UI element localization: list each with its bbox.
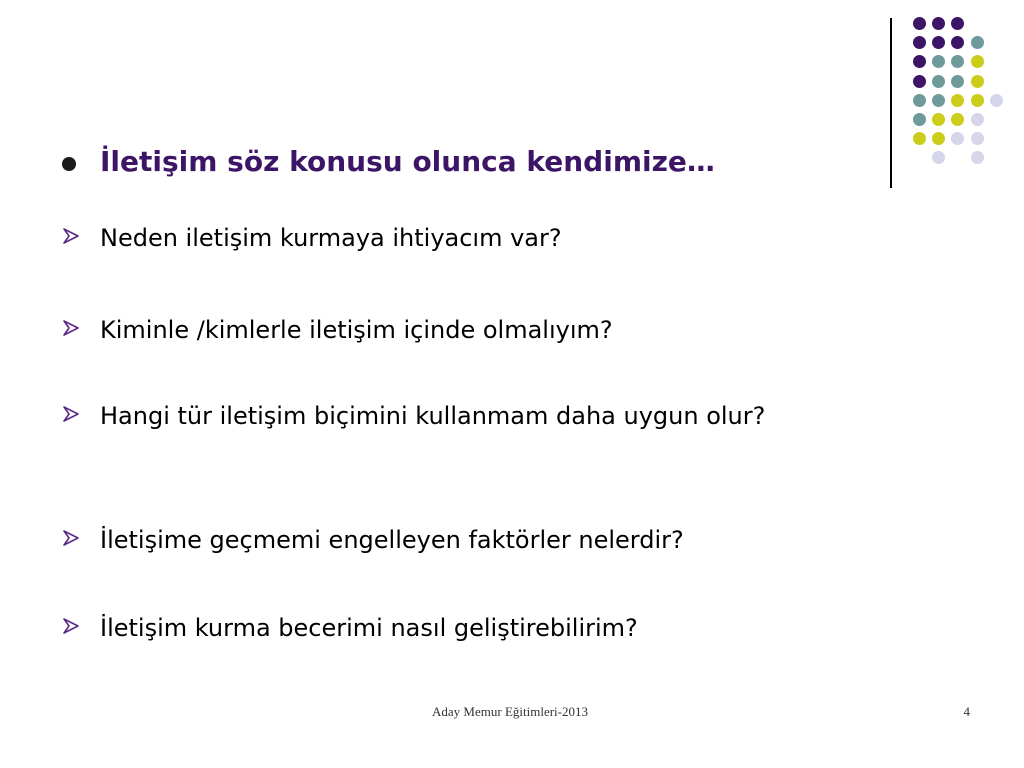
decorative-dot (971, 151, 984, 164)
arrow-bullet-icon (62, 618, 80, 634)
bullet-text: İletişim kurma becerimi nasıl geliştirebilirim? (100, 614, 638, 642)
bullet-text: Neden iletişim kurmaya ihtiyacım var? (100, 224, 562, 252)
footer-text: Aday Memur Eğitimleri-2013 (432, 704, 588, 719)
decorative-dot (913, 132, 926, 145)
decorative-dot (971, 75, 984, 88)
arrow-bullet-icon (62, 228, 80, 244)
decorative-dot (990, 94, 1003, 107)
vertical-divider (890, 18, 892, 188)
decorative-dot (971, 55, 984, 68)
decorative-dot (951, 36, 964, 49)
decorative-dot (971, 36, 984, 49)
bullet-text: İletişime geçmemi engelleyen faktörler nelerdir? (100, 526, 684, 554)
decorative-dot (971, 132, 984, 145)
decorative-dot (951, 132, 964, 145)
decorative-dot (971, 113, 984, 126)
arrow-bullet-icon (62, 530, 80, 546)
decorative-dot (932, 55, 945, 68)
decorative-dot (913, 75, 926, 88)
decorative-dot (932, 151, 945, 164)
slide-title: İletişim söz konusu olunca kendimize… (100, 145, 715, 178)
title-bullet-icon (62, 157, 76, 171)
decorative-dot (913, 36, 926, 49)
decorative-dot (932, 75, 945, 88)
decorative-dot (951, 55, 964, 68)
decorative-dot (951, 75, 964, 88)
arrow-bullet-icon (62, 320, 80, 336)
decorative-dot (951, 113, 964, 126)
decorative-dot (971, 94, 984, 107)
decorative-dot (932, 132, 945, 145)
decorative-dot (932, 17, 945, 30)
decorative-dot (913, 113, 926, 126)
decorative-dot (951, 94, 964, 107)
decorative-dot (913, 94, 926, 107)
decorative-dot (932, 36, 945, 49)
decorative-dot (913, 17, 926, 30)
arrow-bullet-icon (62, 406, 80, 422)
decorative-dot (932, 94, 945, 107)
decorative-dot (951, 17, 964, 30)
page-number: 4 (963, 704, 970, 719)
decorative-dot (913, 55, 926, 68)
bullet-text: Kiminle /kimlerle iletişim içinde olmalıyım? (100, 316, 613, 344)
bullet-text: Hangi tür iletişim biçimini kullanmam daha uygun olur? (100, 402, 766, 430)
decorative-dot (932, 113, 945, 126)
title-row (62, 138, 862, 188)
